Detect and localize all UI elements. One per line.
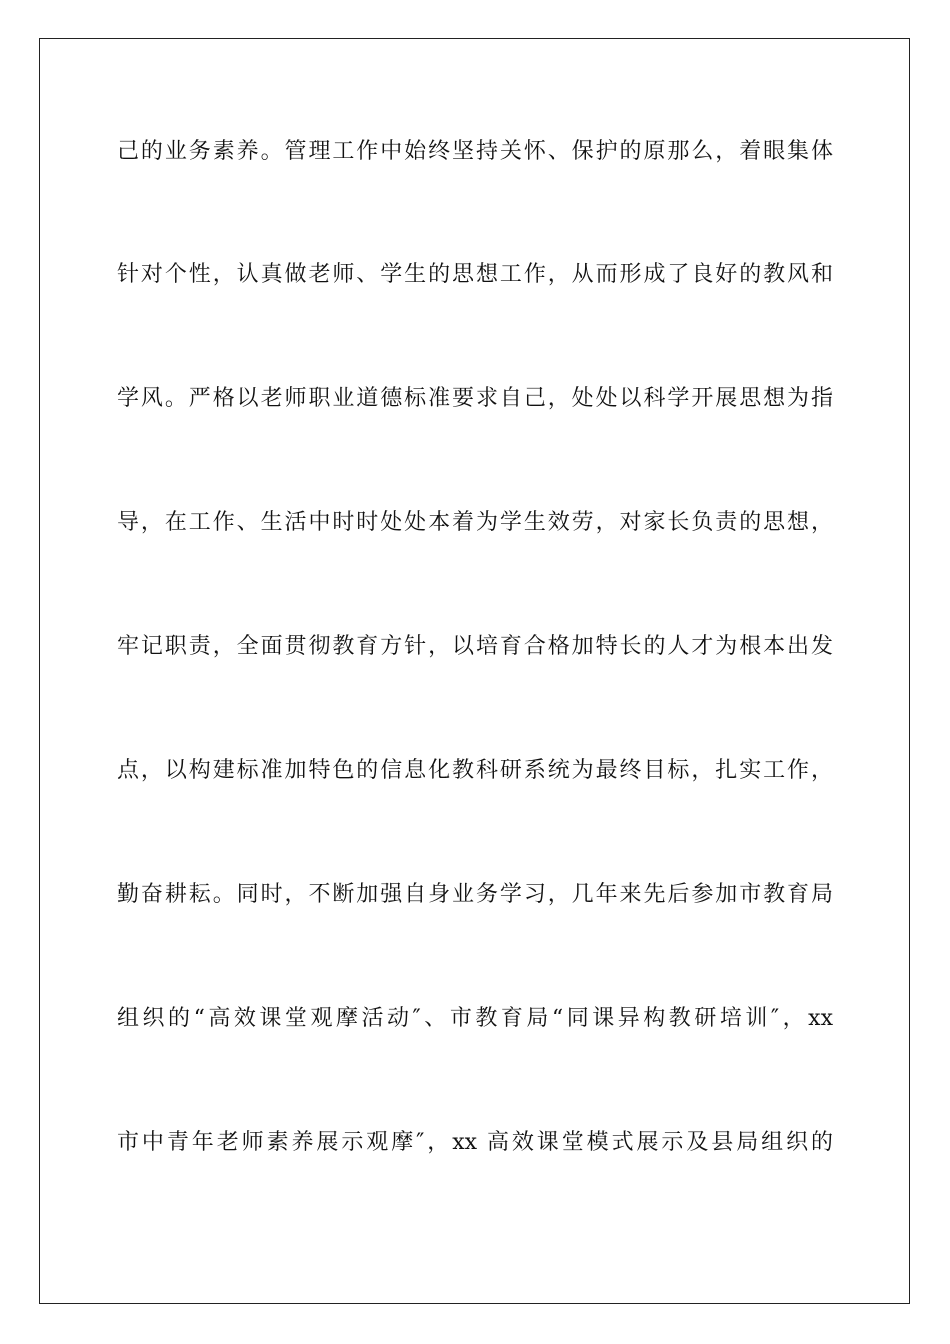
text-line: 勤奋耕耘。同时，不断加强自身业务学习，几年来先后参加市教育局 [117, 882, 833, 907]
page-border [39, 38, 910, 1304]
text-line: 己的业务素养。管理工作中始终坚持关怀、保护的原那么，着眼集体 [117, 139, 833, 164]
text-line: 牢记职责，全面贯彻教育方针，以培育合格加特长的人才为根本出发 [117, 634, 833, 659]
text-line: 市中青年老师素养展示观摩″，xx 高效课堂模式展示及县局组织的 [117, 1130, 833, 1155]
text-line: 点，以构建标准加特色的信息化教科研系统为最终目标，扎实工作， [117, 758, 833, 783]
text-line: 针对个性，认真做老师、学生的思想工作，从而形成了良好的教风和 [117, 262, 833, 287]
text-line: 导，在工作、生活中时时处处本着为学生效劳，对家长负责的思想， [117, 510, 833, 535]
text-line: 学风。严格以老师职业道德标准要求自己，处处以科学开展思想为指 [117, 386, 833, 411]
text-line: 组织的“高效课堂观摩活动″、市教育局“同课异构教研培训″，xx [117, 1006, 833, 1031]
